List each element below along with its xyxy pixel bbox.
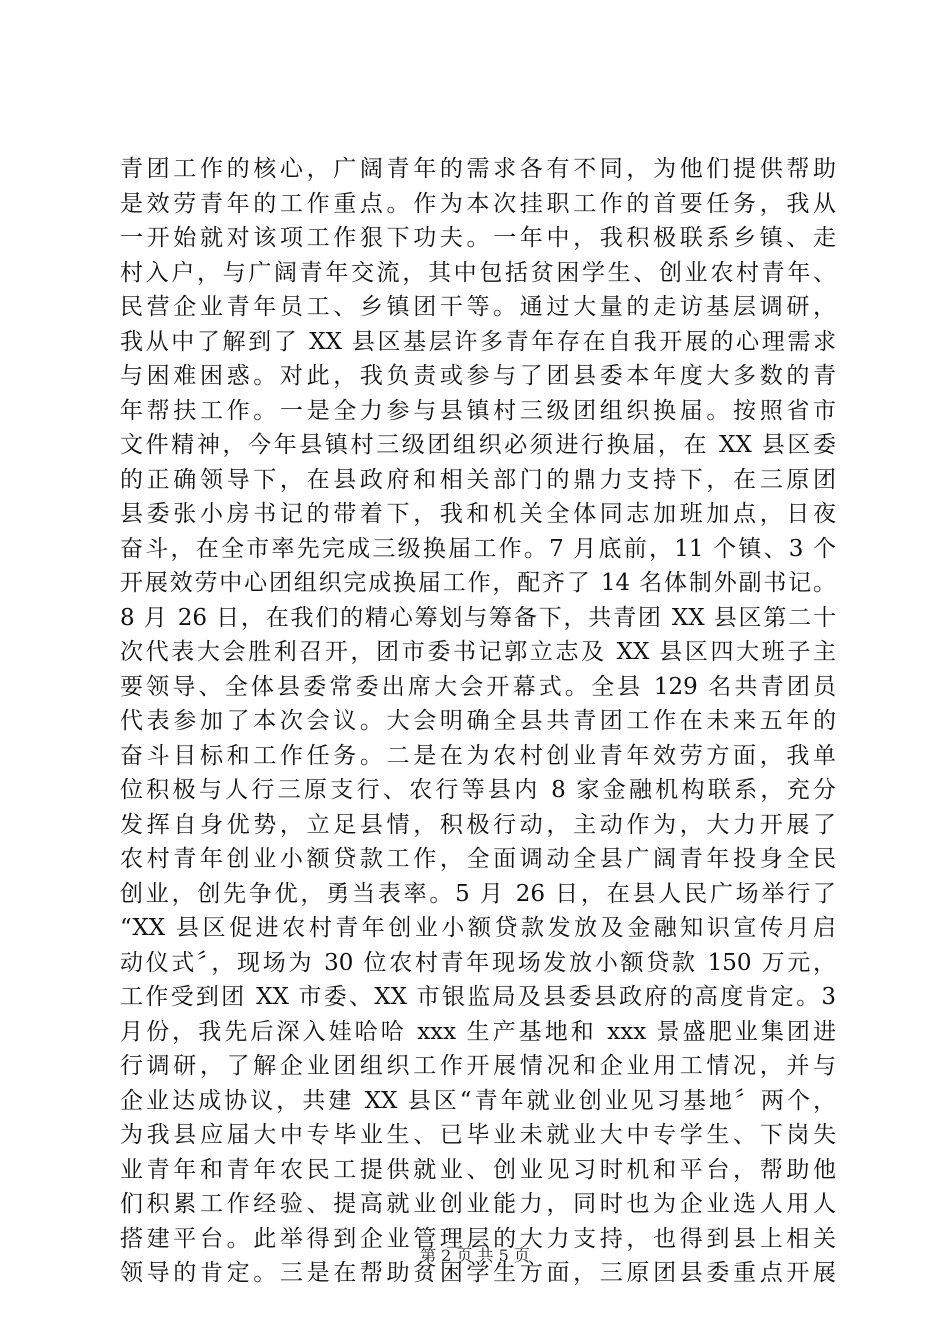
text-line: 民营企业青年员工、乡镇团干等。通过大量的走访基层调研， xyxy=(120,294,836,320)
text-line: 创业，创先争优，勇当表率。5 月 26 日，在县人民广场举行了 xyxy=(120,880,836,907)
text-line: 行调研，了解企业团组织工作开展情况和企业用工情况，并与 xyxy=(120,1053,836,1079)
body-text xyxy=(120,152,836,1291)
text-line: 村入户，与广阔青年交流，其中包括贫困学生、创业农村青年、 xyxy=(120,259,836,286)
text-line: 领导的肯定。三是在帮助贫困学生方面，三原团县委重点开展 xyxy=(120,1260,836,1286)
text-line: 为我县应届大中专毕业生、已毕业未就业大中专学生、下岗失 xyxy=(120,1122,836,1148)
text-line: 企业达成协议，共建 XX 县区“青年就业创业见习基地〞两个， xyxy=(120,1087,836,1114)
text-line: 年帮扶工作。一是全力参与县镇村三级团组织换届。按照省市 xyxy=(120,397,836,424)
text-line: 动仪式〞，现场为 30 位农村青年现场发放小额贷款 150 万元， xyxy=(120,949,836,976)
text-line: 代表参加了本次会议。大会明确全县共青团工作在未来五年的 xyxy=(120,708,836,734)
text-line: 开展效劳中心团组织完成换届工作，配齐了 14 名体制外副书记。 xyxy=(120,570,836,596)
text-line: 要领导、全体县委常委出席大会开幕式。全县 129 名共青团员 xyxy=(120,673,836,700)
text-line: 我从中了解到了 XX 县区基层许多青年存在自我开展的心理需求 xyxy=(120,328,836,355)
text-line: 农村青年创业小额贷款工作，全面调动全县广阔青年投身全民 xyxy=(120,846,836,872)
text-line: 奋斗目标和工作任务。二是在为农村创业青年效劳方面，我单 xyxy=(120,742,836,769)
text-line: 发挥自身优势，立足县情，积极行动，主动作为，大力开展了 xyxy=(120,811,836,838)
text-line: 的正确领导下，在县政府和相关部门的鼎力支持下，在三原团 xyxy=(120,466,836,493)
text-line: 次代表大会胜利召开，团市委书记郭立志及 XX 县区四大班子主 xyxy=(120,639,836,665)
text-line: “XX 县区促进农村青年创业小额贷款发放及金融知识宣传月启 xyxy=(120,915,836,941)
text-line: 位积极与人行三原支行、农行等县内 8 家金融机构联系，充分 xyxy=(120,777,836,803)
text-line: 是效劳青年的工作重点。作为本次挂职工作的首要任务，我从 xyxy=(120,190,836,217)
text-line: 县委张小房书记的带着下，我和机关全体同志加班加点，日夜 xyxy=(120,501,836,527)
text-line: 文件精神，今年县镇村三级团组织必须进行换届，在 XX 县区委 xyxy=(120,432,836,458)
text-line: 月份，我先后深入娃哈哈 xxx 生产基地和 xxx 景盛肥业集团进 xyxy=(120,1018,836,1045)
text-line: 搭建平台。此举得到企业管理层的大力支持，也得到县上相关 xyxy=(120,1225,836,1252)
text-line: 8 月 26 日，在我们的精心筹划与筹备下，共青团 XX 县区第二十 xyxy=(120,604,836,631)
text-line: 业青年和青年农民工提供就业、创业见习时机和平台，帮助他 xyxy=(120,1156,836,1183)
text-line: 们积累工作经验、提高就业创业能力，同时也为企业选人用人 xyxy=(120,1191,836,1217)
page-number-footer: 第 2 页 共 5 页 xyxy=(420,1246,530,1265)
text-line: 与困难困惑。对此，我负责或参与了团县委本年度大多数的青 xyxy=(120,363,836,389)
text-line: 青团工作的核心，广阔青年的需求各有不同，为他们提供帮助 xyxy=(120,156,836,182)
text-line: 一开始就对该项工作狠下功夫。一年中，我积极联系乡镇、走 xyxy=(120,225,836,251)
text-line: 奋斗，在全市率先完成三级换届工作。7 月底前，11 个镇、3 个 xyxy=(120,535,836,562)
text-line: 工作受到团 XX 市委、XX 市银监局及县委县政府的高度肯定。3 xyxy=(120,984,836,1010)
